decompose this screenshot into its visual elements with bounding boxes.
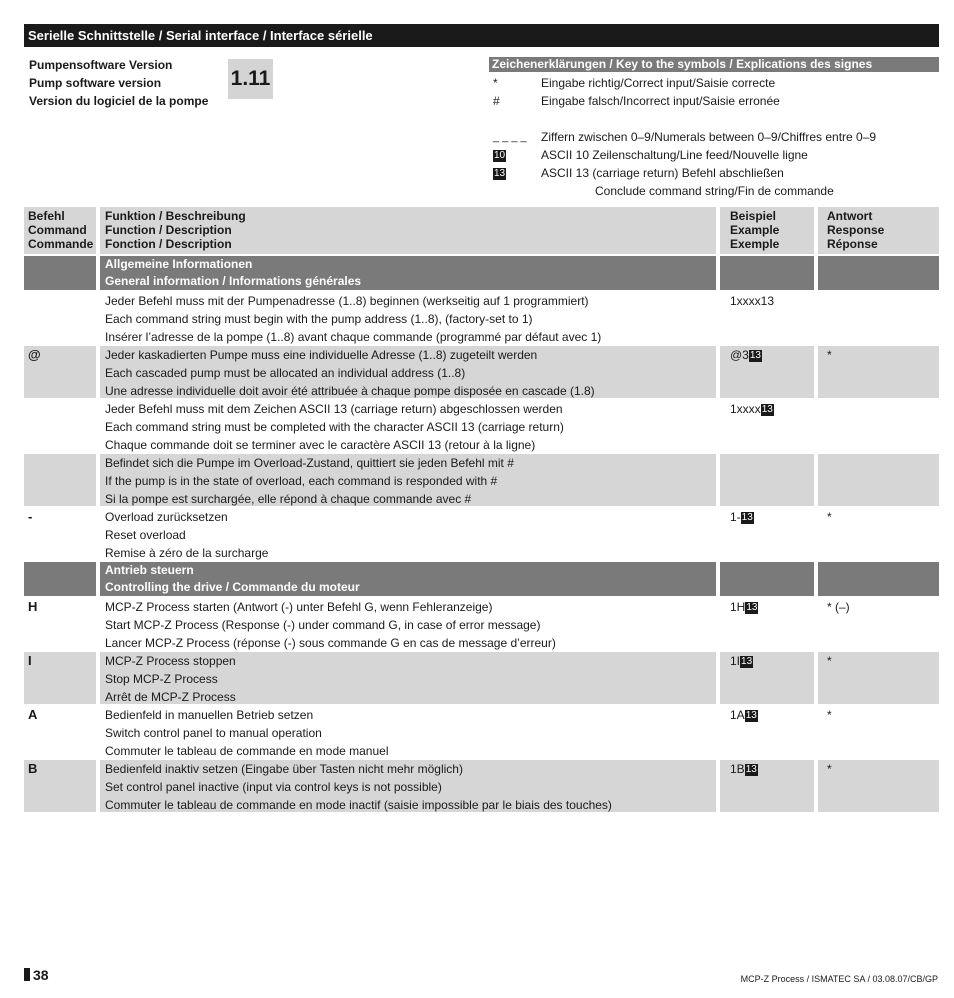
key-item-incorrect — [493, 92, 939, 110]
ascii13-badge: 13 — [741, 656, 753, 667]
ascii10-badge: 10 — [494, 150, 506, 161]
table-header — [24, 207, 939, 254]
example-value: 1A13 — [730, 708, 757, 722]
key-item-ascii13 — [493, 164, 939, 182]
table-row: H MCP-Z Process starten (Antwort (-) unter Befehl G, wenn Fehleranzeige) Start MCP-Z Process (Response (-) under command G, in case of error message) Lancer MCP-Z Process (réponse (-) sous commande G en cas de message d’erreur) 1H13 * (–) — [28, 599, 850, 650]
section-general-info: Allgemeine Informationen General information / Informations générales — [24, 256, 939, 290]
ascii13-badge: 13 — [745, 764, 757, 775]
ascii13-badge: 13 — [741, 512, 753, 523]
table-row: B Bedienfeld inaktiv setzen (Eingabe über Tasten nicht mehr möglich) Set control panel inactive (input via control keys is not possible) Commuter le tableau de commande en mode inactif (saisie impossible par le biais des touches) 1B13 * — [24, 760, 939, 812]
ascii13-badge: 13 — [749, 350, 761, 361]
table-row: Jeder Befehl muss mit dem Zeichen ASCII 13 (carriage return) abgeschlossen werden Each command string must be completed with the character ASCII 13 (carriage return) Chaque commande doit se terminer avec le caractère ASCII 13 (retour à la ligne) 1xxxx13 — [24, 400, 939, 452]
ascii13-badge: 13 — [494, 168, 506, 179]
ascii13-badge: 13 — [745, 710, 757, 721]
key-title: Zeichenerklärungen / Key to the symbols / Explications des signes — [489, 57, 939, 72]
key-item-conclude — [493, 182, 939, 200]
software-label-fr: Version du logiciel de la pompe — [29, 94, 209, 108]
section-drive-control: Antrieb steuern Controlling the drive / Commande du moteur — [24, 562, 939, 596]
example-value: 1I13 — [720, 652, 814, 704]
command-table — [24, 207, 939, 814]
key-item-numerals — [493, 128, 939, 146]
page-header: Serielle Schnittstelle / Serial interface / Interface sérielle — [24, 24, 939, 47]
example-value: 1-13 — [730, 510, 753, 524]
table-row: I MCP-Z Process stoppen Stop MCP-Z Process Arrêt de MCP-Z Process 1I13 * — [24, 652, 939, 704]
key-text: Ziffern zwischen 0–9/Numerals between 0–9/Chiffres entre 0–9 — [541, 130, 877, 144]
example-value: 1B13 — [720, 760, 814, 812]
table-row: - Overload zurücksetzen Reset overload Remise à zéro de la surcharge 1-13 * — [28, 509, 832, 560]
header-command: Befehl Command Commande — [24, 207, 96, 254]
key-text: ASCII 10 Zeilenschaltung/Line feed/Nouvelle ligne — [541, 148, 808, 162]
header-response: Antwort Response Réponse — [818, 207, 939, 254]
example-value: @313 — [720, 346, 814, 398]
key-text: Eingabe richtig/Correct input/Saisie correcte — [541, 76, 776, 90]
ascii13-badge: 13 — [746, 602, 758, 613]
key-symbol: * — [493, 76, 498, 90]
header-example: Beispiel Example Exemple — [720, 207, 814, 254]
page-number: 38 — [24, 967, 49, 983]
software-label-de: Pumpensoftware Version — [29, 58, 173, 72]
key-symbol: _ _ _ _ — [493, 131, 527, 143]
software-version-labels — [29, 56, 208, 110]
ascii13-badge: 13 — [761, 404, 773, 415]
table-row: A Bedienfeld in manuellen Betrieb setzen Switch control panel to manual operation Commuter le tableau de commande en mode manuel 1A13 * — [28, 707, 832, 758]
key-item-ascii10 — [493, 146, 939, 164]
software-version-box: 1.11 — [228, 59, 273, 99]
key-text: Eingabe falsch/Incorrect input/Saisie erronée — [541, 94, 780, 108]
software-label-en: Pump software version — [29, 76, 162, 90]
example-value: 1H13 — [730, 600, 758, 614]
key-item-correct — [493, 74, 939, 92]
footer-info: MCP-Z Process / ISMATEC SA / 03.08.07/CB/GP — [740, 974, 938, 984]
example-value: 1xxxx13 — [730, 402, 773, 416]
table-row: @ Jeder kaskadierten Pumpe muss eine individuelle Adresse (1..8) zugeteilt werden Each cascaded pump must be allocated an individual address (1..8) Une adresse individuelle doit avoir été attribuée à chaque pompe disposée en cascade (1.8) @313 * — [24, 346, 939, 398]
header-function: Funktion / Beschreibung Function / Description Fonction / Description — [100, 207, 716, 254]
example-value: 1xxxx13 — [730, 294, 775, 308]
key-text: Conclude command string/Fin de commande — [595, 184, 834, 198]
key-symbol: # — [493, 94, 500, 108]
table-row: Befindet sich die Pumpe im Overload-Zustand, quittiert sie jeden Befehl mit # If the pump is in the state of overload, each command is responded with # Si la pompe est surchargée, elle répond à chaque commande avec # — [24, 454, 939, 506]
example-value — [720, 454, 814, 506]
table-row: Jeder Befehl muss mit der Pumpenadresse (1..8) beginnen (werkseitig auf 1 programmiert) Each command string must begin with the pump address (1..8), (factory-set to 1) Insérer l’adresse de la pompe (1..8) avant chaque commande (programmé par défaut avec 1) 1xxxx13 — [24, 292, 939, 344]
key-text: ASCII 13 (carriage return) Befehl abschließen — [541, 166, 784, 180]
